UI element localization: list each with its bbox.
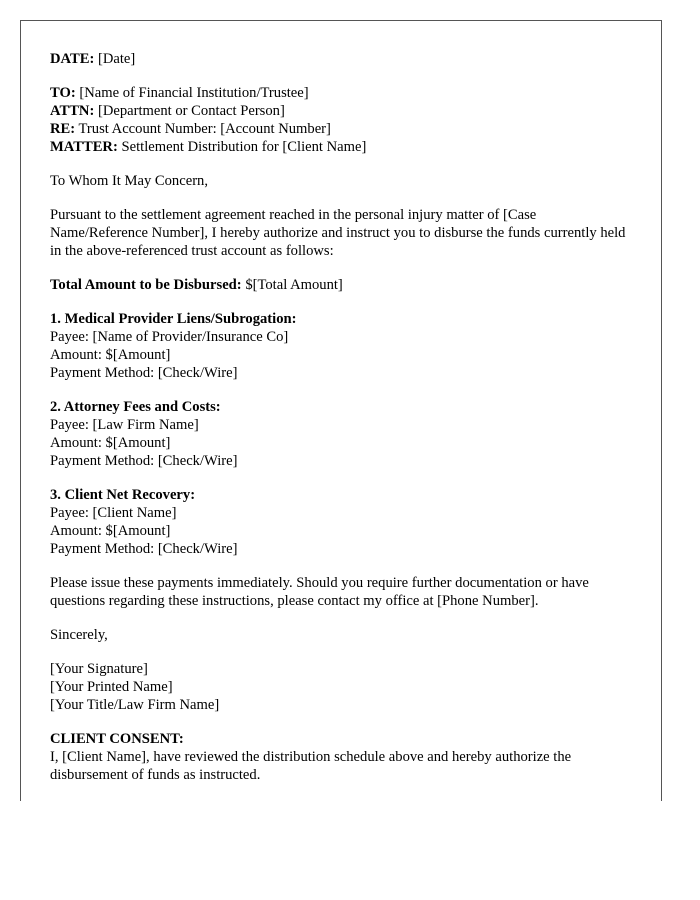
matter-label: MATTER:: [50, 139, 118, 155]
closing-paragraph: Please issue these payments immediately. Should you require further documentation or have questions regarding these instructions, please contact my office at [Phone Number].: [50, 575, 589, 609]
consent-text: I, [Client Name], have reviewed the distribution schedule above and hereby authorize the disbursement of funds as instructed.: [50, 749, 572, 783]
re-line: [50, 120, 630, 138]
total-line: [50, 276, 630, 294]
distribution-method: Payment Method: [Check/Wire]: [50, 365, 238, 381]
letter-page: [20, 20, 662, 801]
attn-value: [Department or Contact Person]: [97, 103, 285, 119]
to-value: [Name of Financial Institution/Trustee]: [79, 85, 309, 101]
to-label: TO:: [50, 85, 76, 101]
attn-label: ATTN:: [50, 103, 95, 119]
total-block: [50, 276, 630, 294]
attn-line: [50, 102, 630, 120]
address-block: [50, 84, 630, 156]
distribution-heading: 1. Medical Provider Liens/Subrogation:: [50, 311, 297, 327]
letter-content: [50, 50, 630, 800]
distribution-heading: 3. Client Net Recovery:: [50, 487, 196, 503]
client-consent-block: [50, 730, 630, 784]
distribution-heading: 2. Attorney Fees and Costs:: [50, 399, 221, 415]
distribution-item: [50, 398, 630, 470]
date-block: [50, 50, 630, 68]
printed-name: [Your Printed Name]: [50, 679, 173, 695]
to-line: [50, 84, 630, 102]
distribution-item: [50, 310, 630, 382]
total-value: $[Total Amount]: [245, 277, 343, 293]
date-value: [Date]: [97, 51, 136, 67]
distribution-item: [50, 486, 630, 558]
signoff: Sincerely,: [50, 627, 108, 643]
matter-line: [50, 138, 630, 156]
total-label: Total Amount to be Disbursed:: [50, 277, 242, 293]
distribution-method: Payment Method: [Check/Wire]: [50, 453, 238, 469]
date-line: [50, 50, 630, 68]
signature-line: [Your Signature]: [50, 661, 148, 677]
title-firm: [Your Title/Law Firm Name]: [50, 697, 220, 713]
salutation: To Whom It May Concern,: [50, 173, 208, 189]
re-value: Trust Account Number: [Account Number]: [78, 121, 331, 137]
matter-value: Settlement Distribution for [Client Name]: [121, 139, 367, 155]
distribution-amount: Amount: $[Amount]: [50, 435, 171, 451]
date-label: DATE:: [50, 51, 95, 67]
distribution-amount: Amount: $[Amount]: [50, 347, 171, 363]
distribution-method: Payment Method: [Check/Wire]: [50, 541, 238, 557]
distribution-amount: Amount: $[Amount]: [50, 523, 171, 539]
distribution-payee: Payee: [Client Name]: [50, 505, 177, 521]
distribution-payee: Payee: [Name of Provider/Insurance Co]: [50, 329, 289, 345]
distribution-payee: Payee: [Law Firm Name]: [50, 417, 199, 433]
re-label: RE:: [50, 121, 76, 137]
signature-block: [50, 660, 630, 714]
intro-paragraph: Pursuant to the settlement agreement reached in the personal injury matter of [Case Name/Reference Number], I hereby authorize and instruct you to disburse the funds currently held in the above-referenced trust account as follows:: [50, 207, 626, 259]
consent-heading: CLIENT CONSENT:: [50, 731, 184, 747]
